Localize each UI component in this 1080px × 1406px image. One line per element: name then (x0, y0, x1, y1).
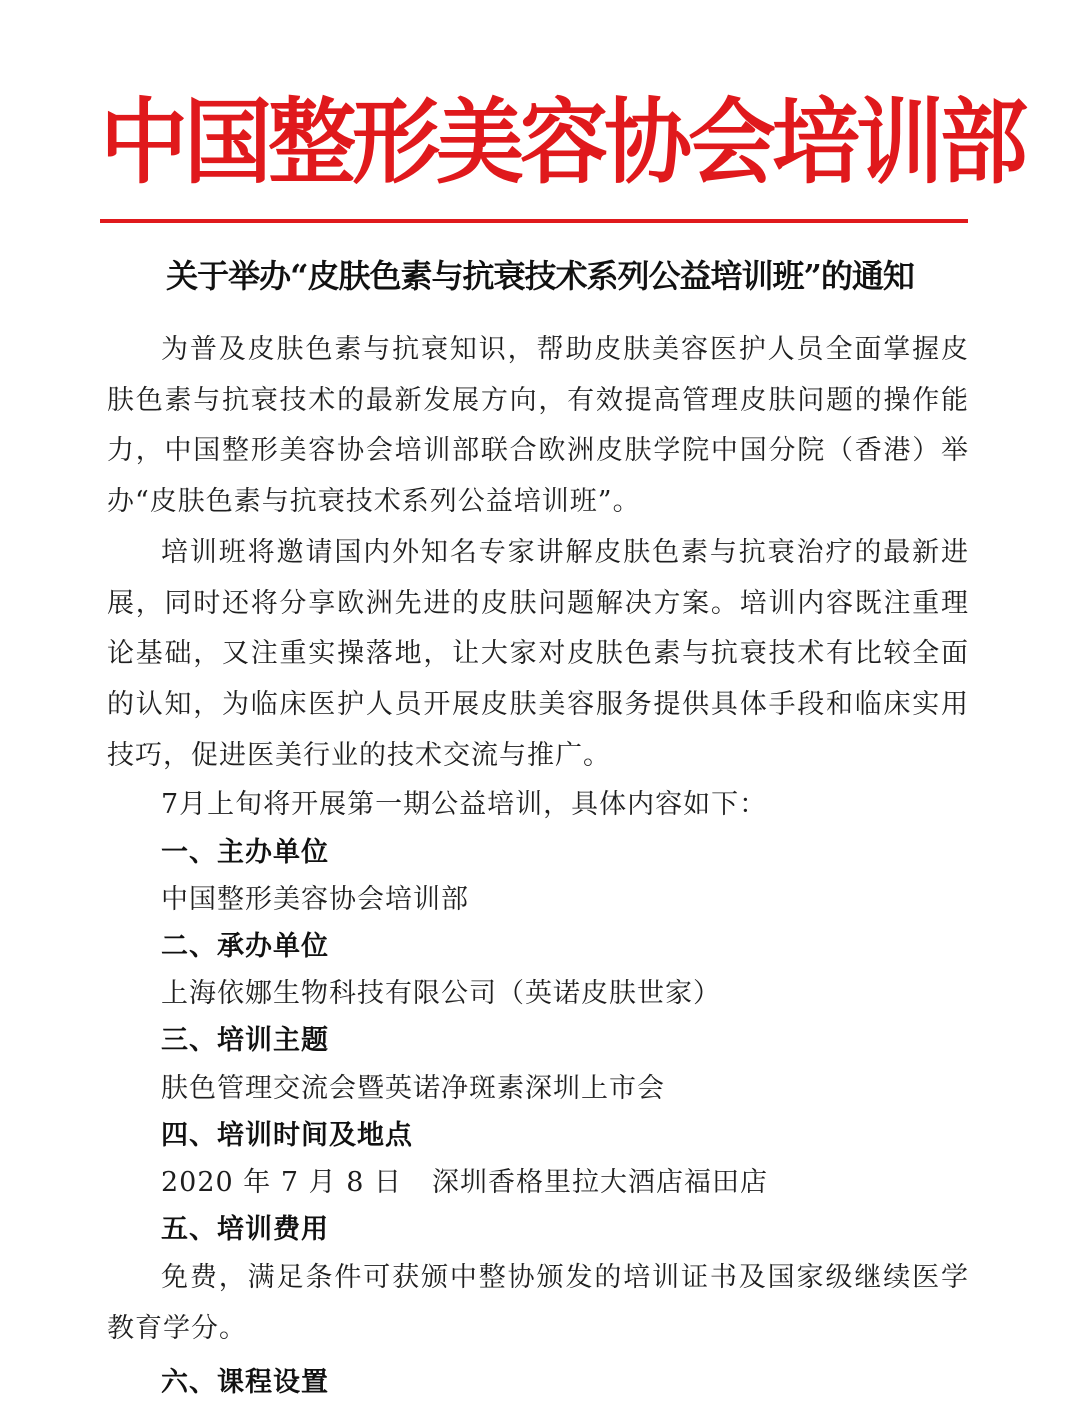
section-content-time-location (107, 1159, 969, 1206)
body-paragraph-1: 为普及皮肤色素与抗衰知识，帮助皮肤美容医护人员全面掌握皮肤色素与抗衰技术的最新发展方向，有效提高管理皮肤问题的操作能力，中国整形美容协会培训部联合欧洲皮肤学院中国分院（香港）举办“皮肤色素与抗衰技术系列公益培训班”。 (107, 334, 969, 518)
section-heading-theme: 三、培训主题 (161, 1025, 329, 1057)
training-venue: 深圳香格里拉大酒店福田店 (431, 1166, 768, 1198)
notice-body (107, 325, 969, 1406)
section-heading-co-organizer: 二、承办单位 (161, 930, 329, 962)
section-content-fee: 免费，满足条件可获颁中整协颁发的培训证书及国家级继续医学教育学分。 (107, 1262, 969, 1345)
intro-line: 7月上旬将开展第一期公益培训，具体内容如下： (161, 789, 768, 821)
section-heading-time-location: 四、培训时间及地点 (161, 1119, 413, 1151)
section-content-theme: 肤色管理交流会暨英诺净斑素深圳上市会 (161, 1072, 665, 1104)
section-heading-fee: 五、培训费用 (161, 1214, 329, 1246)
notice-title: 关于举办“皮肤色素与抗衰技术系列公益培训班”的通知 (166, 257, 914, 295)
body-paragraph-2: 培训班将邀请国内外知名专家讲解皮肤色素与抗衰治疗的最新进展，同时还将分享欧洲先进的皮肤问题解决方案。培训内容既注重理论基础，又注重实操落地，让大家对皮肤色素与抗衰技术有比较全面的认知，为临床医护人员开展皮肤美容服务提供具体手段和临床实用技巧，促进医美行业的技术交流与推广。 (107, 536, 969, 771)
training-date: 2020 年 7 月 8 日 (161, 1166, 402, 1198)
section-content-co-organizer: 上海依娜生物科技有限公司（英诺皮肤世家） (161, 978, 721, 1010)
section-heading-curriculum: 六、课程设置 (161, 1366, 329, 1398)
organization-letterhead: 中国整形美容协会培训部 (100, 88, 1025, 197)
section-heading-organizer: 一、主办单位 (161, 836, 329, 868)
letterhead-divider (100, 219, 968, 223)
section-content-organizer: 中国整形美容协会培训部 (161, 883, 469, 915)
